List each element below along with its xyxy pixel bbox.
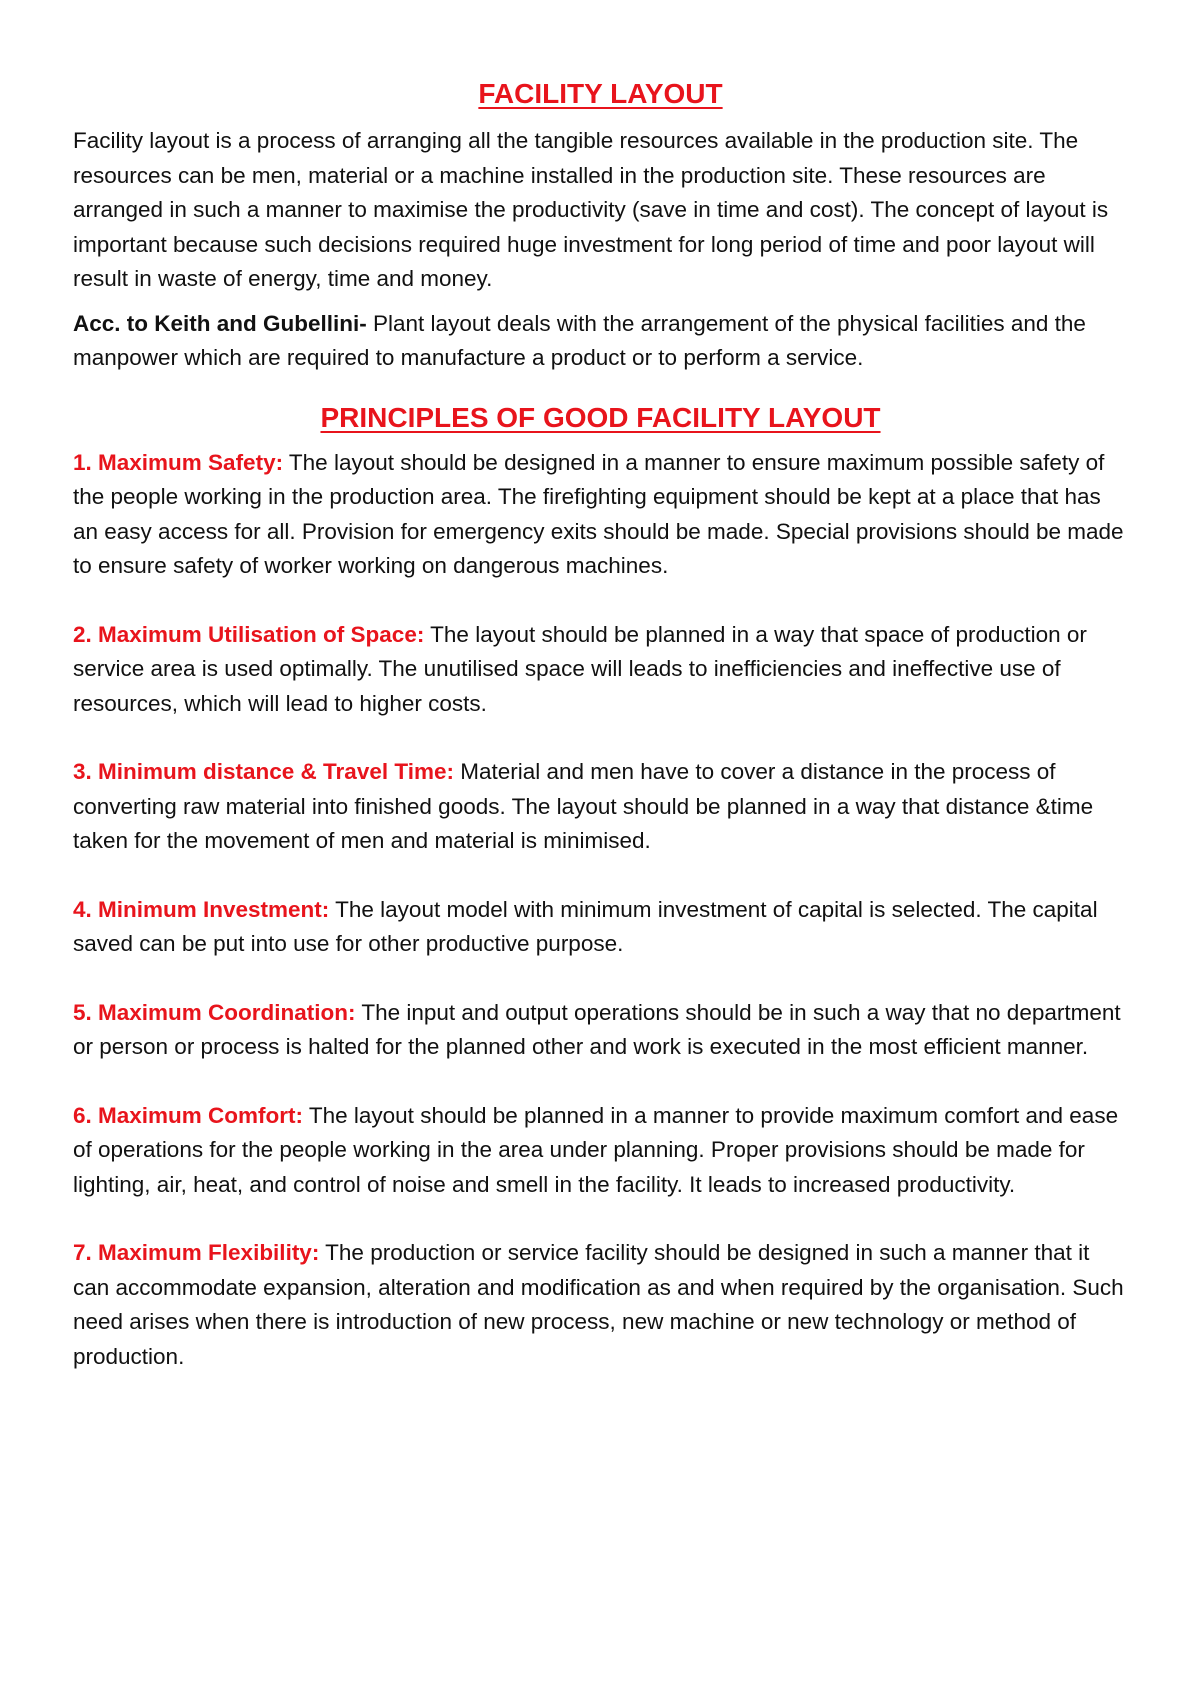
principle-title: 6. Maximum Comfort: (73, 1102, 304, 1128)
principle-text: The production or service facility should be designed in such a manner that it can accommodate expansion, alteration and modification as and when required by the organisation. Such need arises when there is introduction of new process, new machine or new technology or method of production. (73, 1240, 1124, 1369)
principles-list (73, 446, 1128, 1375)
principle-text: The layout should be planned in a way that space of production or service area is used optimally. The unutilised space will leads to inefficiencies and ineffective use of resources, which will lead to higher costs. (73, 621, 1087, 716)
principles-heading: PRINCIPLES OF GOOD FACILITY LAYOUT (320, 401, 881, 433)
principle-text: The input and output operations should be in such a way that no department or person or process is halted for the planned other and work is executed in the most efficient manner. (73, 999, 1121, 1059)
principle-item (73, 755, 1128, 859)
principle-title: 3. Minimum distance & Travel Time: (73, 759, 454, 784)
page-title: FACILITY LAYOUT (478, 78, 723, 109)
principle-text: The layout model with minimum investment of capital is selected. The capital saved can be put into use for other productive purpose. (73, 896, 1098, 956)
intro-paragraph: Facility layout is a process of arranging all the tangible resources available in the production site. The resources can be men, material or a machine installed in the production site. These resources are arranged in such a manner to maximise the productivity (save in time and cost). The concept of layout is important because such decisions required huge investment for long period of time and poor layout will result in waste of energy, time and money. (73, 128, 1109, 291)
definition-label: Acc. to Keith and Gubellini- (73, 310, 367, 336)
principle-item (73, 1099, 1128, 1203)
principle-title: 5. Maximum Coordination: (73, 999, 356, 1025)
principle-item (73, 996, 1128, 1065)
principle-title: 7. Maximum Flexibility: (73, 1240, 320, 1265)
definition-paragraph (73, 307, 1128, 376)
principle-item (73, 618, 1128, 722)
principle-item (73, 893, 1128, 962)
principle-text: The layout should be designed in a manner to ensure maximum possible safety of the people working in the production area. The firefighting equipment should be kept at a place that has an easy access for all. Provision for emergency exits should be made. Special provisions should be made to ensure safety of worker working on dangerous machines. (73, 449, 1124, 578)
principle-title: 2. Maximum Utilisation of Space: (73, 621, 425, 647)
principle-title: 1. Maximum Safety: (73, 449, 284, 475)
definition-text: Plant layout deals with the arrangement of the physical facilities and the manpower which are required to manufacture a product or to perform a service. (73, 310, 1086, 370)
principle-title: 4. Minimum Investment: (73, 896, 330, 922)
principle-item (73, 446, 1128, 584)
principle-text: Material and men have to cover a distance in the process of converting raw material into finished goods. The layout should be planned in a way that distance &time taken for the movement of men and material is minimised. (73, 759, 1094, 853)
principle-text: The layout should be planned in a manner to provide maximum comfort and ease of operations for the people working in the area under planning. Proper provisions should be made for lighting, air, heat, and control of noise and smell in the facility. It leads to increased productivity. (73, 1102, 1119, 1197)
principle-item (73, 1236, 1128, 1374)
